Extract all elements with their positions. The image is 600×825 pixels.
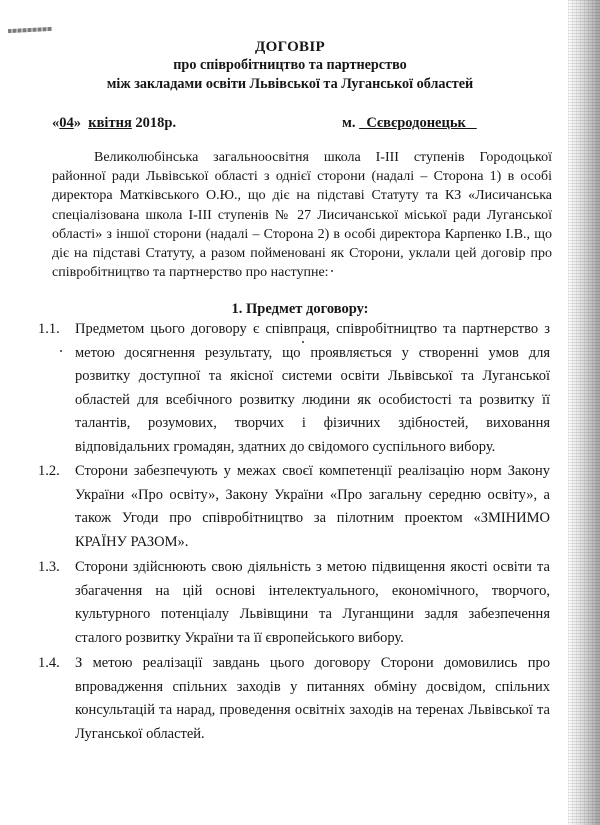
clause-1-3 — [38, 556, 550, 650]
clause-number: 1.1. — [38, 321, 60, 337]
date-quote-open: « — [52, 115, 60, 131]
date-day: 04 — [59, 115, 74, 131]
document-subtitle-line-1: про співробітництво та партнерство — [173, 57, 407, 73]
document-subtitle-line-2: між закладами освіти Львівської та Луганської областей — [106, 76, 474, 92]
contract-place — [342, 114, 477, 132]
date-year: 2018р. — [135, 115, 177, 131]
clause-text: Сторони забезпечують у межах своєї компетенції реалізацію норм Закону України «Про освіту», Закону України «Про загальну середню освіту», а також Угоди про співробітництво за пілотним проектом «ЗМІНИМО КРАЇНУ РАЗОМ». — [75, 463, 550, 550]
clause-text: Сторони здійснюють свою діяльність з метою підвищення якості освіти та збагачення на цій основі інтелектуального, економічного, творчого, культурного потенціалу Львівщини та Луганщини задля забезпечення сталого розвитку України та її європейського вибору. — [75, 559, 550, 646]
scan-mark — [8, 27, 52, 33]
clause-number: 1.3. — [38, 559, 60, 575]
clause-text: З метою реалізації завдань цього договору Сторони домовились про впровадження спільних заходів у питаннях обміну досвідом, спільних консультацій та нарад, проведення освітніх заходів на теренах Львівської та Луганської областей. — [75, 655, 550, 742]
intro-paragraph: Великолюбінська загальноосвітня школа І-ІІІ ступенів Городоцької районної ради Львівської області з однієї сторони (надалі – Сторона 1) в особі директора Матківського О.Ю., що діє на підставі Статуту та КЗ «Лисичанська спеціалізована школа І-ІІІ ступенів № 27 Лисичанської міської ради Луганської області» з іншої сторони (надалі – Сторона 2) в особі директора Карпенко І.В., що діє на підставі Статуту, а разом пойменовані як Сторони, уклали цей договір про співробітництво та партнерство про наступне: — [52, 150, 552, 281]
date-month: квітня — [88, 115, 132, 131]
contract-date — [52, 114, 176, 132]
scan-edge-shadow — [568, 0, 600, 825]
date-quote-close: » — [73, 115, 81, 131]
clause-1-4 — [38, 652, 550, 746]
clause-number: 1.4. — [38, 655, 60, 671]
document-header — [0, 38, 580, 94]
document-title: ДОГОВІР — [255, 39, 325, 55]
clause-number: 1.2. — [38, 463, 60, 479]
city-prefix: м. — [342, 115, 356, 131]
city-name-text: Сєвєродонецьк — [366, 115, 466, 131]
clause-1-1 — [38, 318, 550, 459]
section-title: 1. Предмет договору: — [231, 301, 369, 317]
clause-text: Предметом цього договору є співпраця, співробітництво та партнерство з метою досягнення результату, що проявляється у створенні умов для розвитку доступної та якісної системи освіти Львівської та Луганської областей для всебічного розвитку людини як особистості та розвитку її талантів, розумових, творчих і фізичних здібностей, виховання відповідальних громадян, здатних до свідомого суспільного вибору. — [75, 321, 550, 455]
city-name — [359, 115, 477, 131]
clause-1-2 — [38, 460, 550, 554]
